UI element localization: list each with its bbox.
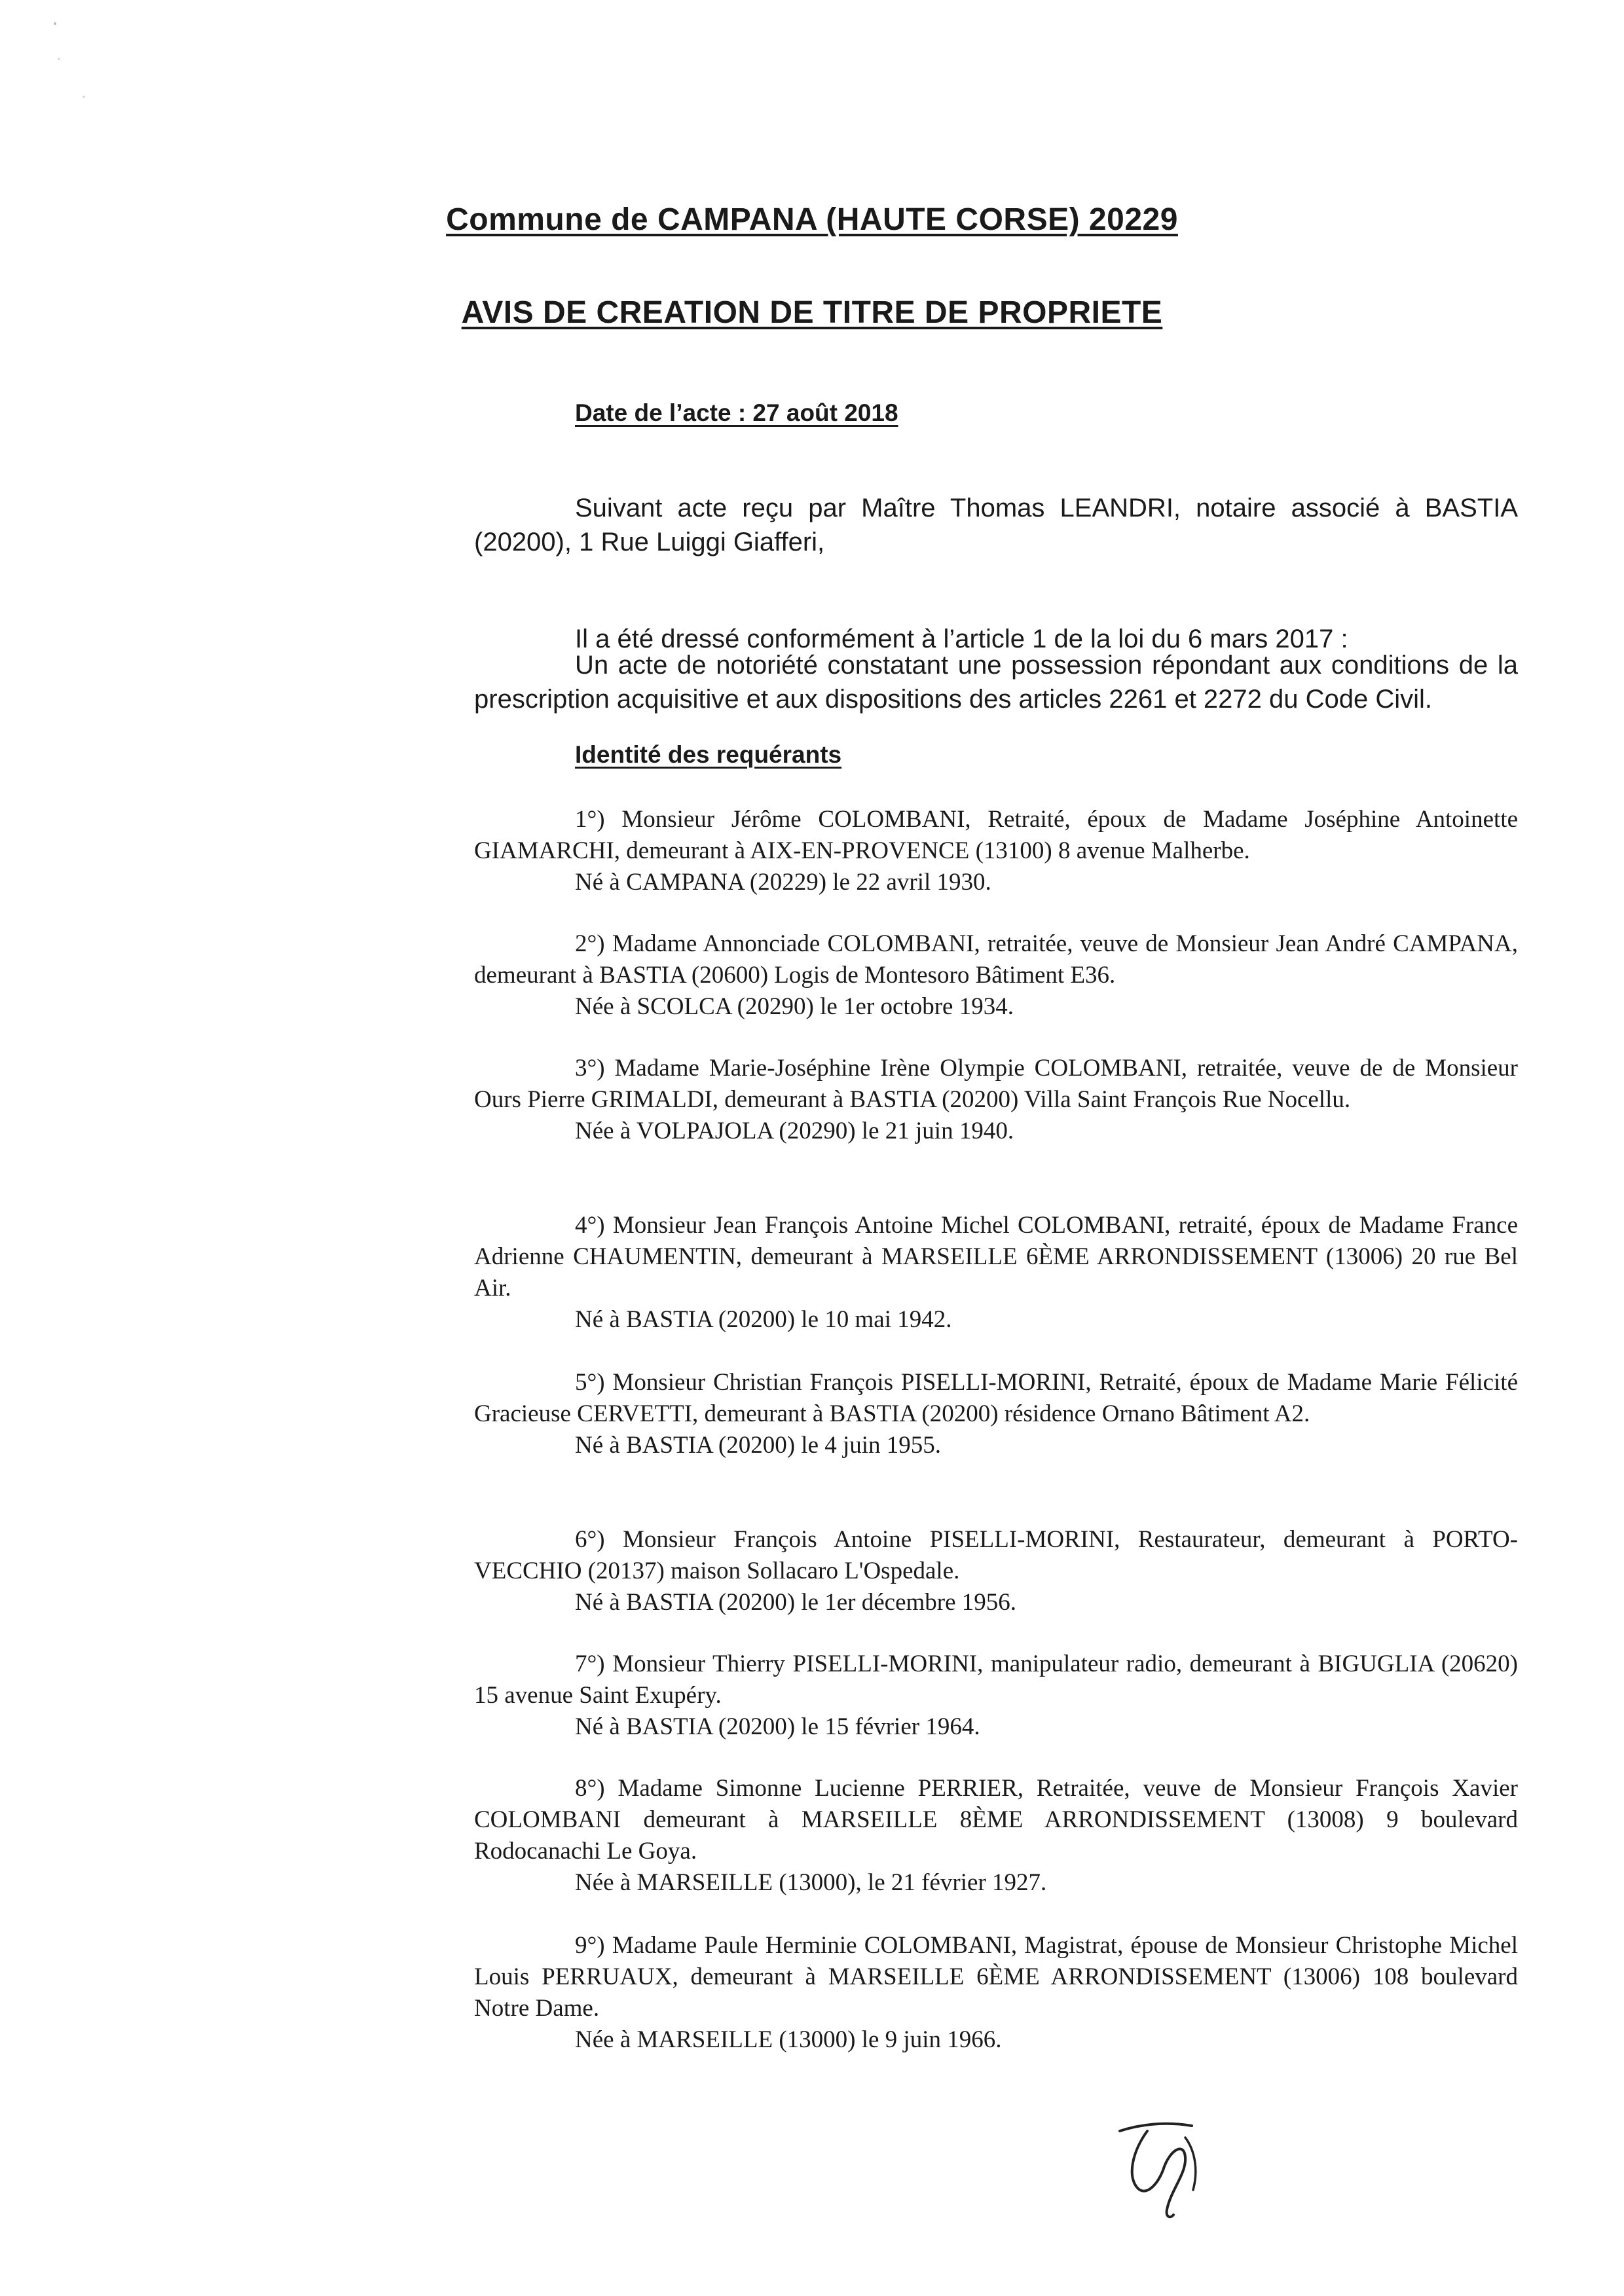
requerant-description: 7°) Monsieur Thierry PISELLI-MORINI, manipulateur radio, demeurant à BIGUGLIA (20620) 15 avenue Saint Exupéry. [474,1650,1518,1709]
list-item [474,1773,1518,1899]
list-item [474,1649,1518,1743]
requerant-birth: Né à BASTIA (20200) le 10 mai 1942. [575,1306,952,1333]
requerant-description: 4°) Monsieur Jean François Antoine Michel COLOMBANI, retraité, époux de Madame France Adrienne CHAUMENTIN, demeurant à MARSEILLE 6ÈME ARRONDISSEMENT (13006) 20 rue Bel Air. [474,1212,1518,1302]
requerant-birth: Né à CAMPANA (20229) le 22 avril 1930. [575,869,991,896]
requerant-description: 1°) Monsieur Jérôme COLOMBANI, Retraité, époux de Madame Joséphine Antoinette GIAMARCHI, demeurant à AIX-EN-PROVENCE (13100) 8 avenue Malherbe. [474,806,1518,864]
requerant-birth: Né à BASTIA (20200) le 4 juin 1955. [575,1432,942,1459]
requerant-birth: Née à SCOLCA (20290) le 1er octobre 1934. [575,993,1014,1020]
requerant-birth: Née à VOLPAJOLA (20290) le 21 juin 1940. [575,1118,1014,1144]
document-subtitle: AVIS DE CREATION DE TITRE DE PROPRIETE [461,295,1163,330]
list-item [474,1210,1518,1336]
list-item [474,804,1518,898]
requerant-description: 6°) Monsieur François Antoine PISELLI-MORINI, Restaurateur, demeurant à PORTO-VECCHIO (20137) maison Sollacaro L'Ospedale. [474,1526,1518,1584]
list-item [474,928,1518,1023]
requerant-birth: Né à BASTIA (20200) le 1er décembre 1956. [575,1589,1017,1616]
requerant-birth: Né à BASTIA (20200) le 15 février 1964. [575,1713,980,1740]
signature-initials-icon [1107,2111,1225,2223]
intro-paragraph-notoriety: Un acte de notoriété constatant une possession répondant aux conditions de la prescription acquisitive et aux dispositions des articles 2261 et 2272 du Code Civil. [474,651,1518,714]
list-item [474,1053,1518,1147]
requerant-description: 3°) Madame Marie-Joséphine Irène Olympie COLOMBANI, retraitée, veuve de de Monsieur Ours Pierre GRIMALDI, demeurant à BASTIA (20200) Villa Saint François Rue Nocellu. [474,1055,1518,1113]
list-item [474,1367,1518,1461]
requerant-birth: Née à MARSEILLE (13000), le 21 février 1927. [575,1869,1047,1896]
requerant-description: 8°) Madame Simonne Lucienne PERRIER, Retraitée, veuve de Monsieur François Xavier COLOMBANI demeurant à MARSEILLE 8ÈME ARRONDISSEMENT (13008) 9 boulevard Rodocanachi Le Goya. [474,1775,1518,1865]
intro-paragraph-law: Il a été dressé conformément à l’article 1 de la loi du 6 mars 2017 : [575,625,1348,653]
scan-artifact-icon [51,20,90,105]
requerant-description: 2°) Madame Annonciade COLOMBANI, retraitée, veuve de Monsieur Jean André CAMPANA, demeurant à BASTIA (20600) Logis de Montesoro Bâtiment E36. [474,930,1518,989]
intro-paragraph-notary: Suivant acte reçu par Maître Thomas LEANDRI, notaire associé à BASTIA (20200), 1 Rue Luiggi Giafferi, [474,494,1518,556]
requerant-description: 5°) Monsieur Christian François PISELLI-MORINI, Retraité, époux de Madame Marie Félicité Gracieuse CERVETTI, demeurant à BASTIA (20200) résidence Ornano Bâtiment A2. [474,1369,1518,1427]
requerant-birth: Née à MARSEILLE (13000) le 9 juin 1966. [575,2026,1002,2053]
list-item [474,1524,1518,1618]
requerant-description: 9°) Madame Paule Herminie COLOMBANI, Magistrat, épouse de Monsieur Christophe Michel Louis PERRUAUX, demeurant à MARSEILLE 6ÈME ARRONDISSEMENT (13006) 108 boulevard Notre Dame. [474,1932,1518,2022]
act-date: Date de l’acte : 27 août 2018 [575,399,898,426]
document-title: Commune de CAMPANA (HAUTE CORSE) 20229 [446,202,1178,237]
list-item [474,1930,1518,2056]
section-title-requerants: Identité des requérants [575,741,842,768]
